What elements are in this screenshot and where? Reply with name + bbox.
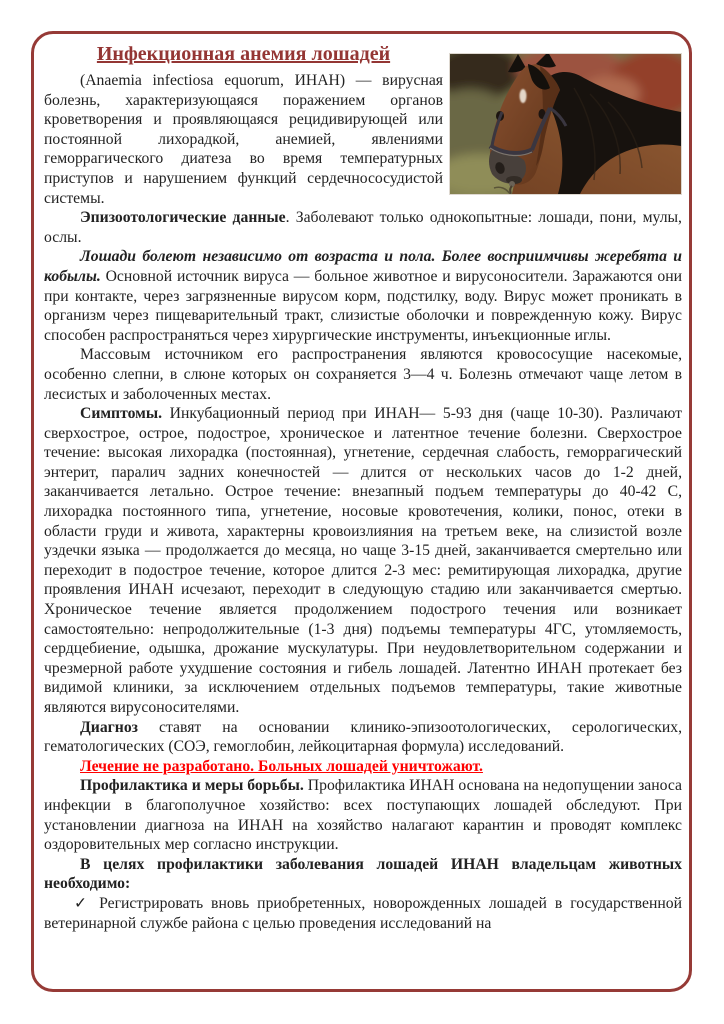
prevention-text: Профилактика ИНАН основана на недопущении заноса инфекции в благополучное хозяйство: всех поступающих лошадей обследуют. При установлении диагноза на ИНАН на хозяйство налагают карантин и проводят комплекс оздоровительных мер согласно инструкции. — [44, 777, 682, 854]
susceptibility-emphasis: Лошади болеют независимо от возраста и пола. Более восприимчивы жеребята и кобылы. — [44, 248, 682, 285]
horse-photo-image — [450, 54, 681, 194]
treatment-warning-text: Лечение не разработано. Больных лошадей уничтожают. — [80, 757, 483, 775]
page-title-text: Инфекционная анемия лошадей — [96, 43, 391, 65]
paragraph-prevention — [44, 776, 682, 854]
paragraph-insects — [44, 345, 682, 404]
document-content — [44, 41, 682, 933]
paragraph-epizootology — [44, 208, 682, 247]
paragraph-diagnosis — [44, 718, 682, 757]
paragraph-register — [44, 894, 682, 933]
register-text: Регистрировать вновь приобретенных, новорожденных лошадей в государственной ветеринарной службе района с целью проведения исследований на — [44, 894, 682, 932]
symptoms-text: Инкубационный период при ИНАН— 5-93 дня (чаще 10-30). Различают сверхострое, острое, подострое, хроническое и латентное течение болезни. Сверхострое течение: высокая лихорадка (постоянная), угнетение, сердечная слабость, геморрагический энтерит, паралич задних конечностей — длится от нескольких часов до 1-2 дней, заканчивается летально. Острое течение: внезапный подъем температуры до 40-42 С, лихорадка постоянного типа, угнетение, носовые кровотечения, колики, понос, отеки в области груди и живота, характерны кровоизлияния на третьем веке, на слизистой возле уздечки языка — продолжается до месяца, но чаще 3-15 дней, заканчивается смертельно или переходит в подострое течение, которое длится 2-3 мес: ремитирующая лихорадка, другие проявления ИНАН исчезают, переходит в следующую стадию или заканчивается смертью. Хроническое течение является продолжением подострого течения или возникает самостоятельно: непродолжительные (1-3 дня) подъемы температуры 4ГС, утомляемость, сердцебиение, одышка, дрожание мускулатуры. При неудовлетворительном содержании и чрезмерной работе ухудшение состояния и гибель лошадей. Латентно ИНАН протекает без видимой клиники, за исключением отдельных подъемов температуры, такие животные являются вирусоносителями. — [44, 405, 682, 716]
checkmark-icon: ✓ — [74, 894, 88, 912]
symptoms-heading: Симптомы. — [80, 405, 162, 423]
paragraph-owners-requirement — [44, 855, 682, 894]
diagnosis-text: ставят на основании клинико-эпизоотологических, серологических, гематологических (СОЭ, гемоглобин, лейкоцитарная формула) исследований. — [44, 718, 682, 756]
virus-source-text: Основной источник вируса — больное животное и вирусоносители. Заражаются они при контакте, через загрязненные вирусом корм, подстилку, воду. Вирус может проникать в организм через пищеварительный тракт, слизистые оболочки и поврежденную кожу. Вирус способен распространяться через хирургические инструменты, инъекционные иглы. — [44, 267, 682, 344]
paragraph-susceptibility — [44, 247, 682, 345]
horse-photo — [449, 53, 682, 195]
owners-requirement-text: В целях профилактики заболевания лошадей ИНАН владельцам животных необходимо: — [44, 855, 682, 893]
epizootology-text: . Заболевают только однокопытные: лошади, пони, мулы, ослы. — [44, 209, 682, 246]
paragraph-symptoms — [44, 404, 682, 718]
epizootology-heading: Эпизоотологические данные — [80, 209, 286, 227]
prevention-heading: Профилактика и меры борьбы. — [80, 777, 304, 795]
diagnosis-heading: Диагноз — [80, 718, 138, 736]
insects-text: Массовым источником его распространения являются кровососущие насекомые, особенно слепни, в слюне которых он сохраняется 3—4 ч. Болезнь отмечают чаще летом в лесистых и заболоченных местах. — [44, 346, 682, 403]
treatment-warning — [44, 757, 682, 777]
intro-text: (Anaemia infectiosa equorum, ИНАН) — вирусная болезнь, характеризующаяся поражением органов кроветворения и проявляющаяся рецидивирующей или постоянной лихорадкой, анемией, явлениями геморрагического диатеза во время температурных приступов и нарушением функций сердечнососудистой системы. — [44, 72, 443, 207]
